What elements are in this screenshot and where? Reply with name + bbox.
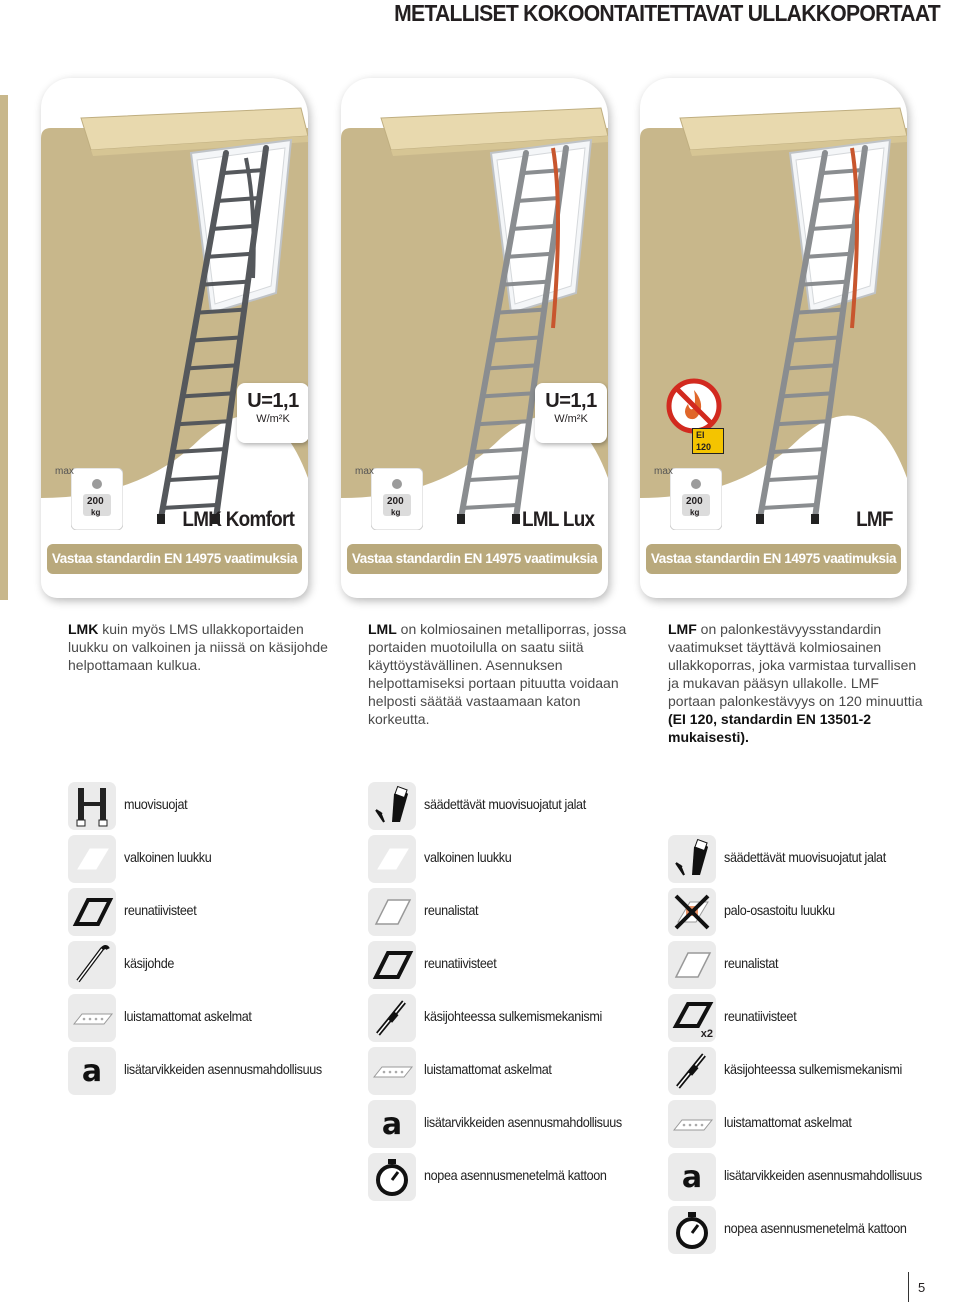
feature-label: luistamattomat askelmat <box>724 1114 852 1130</box>
feature-label: luistamattomat askelmat <box>424 1061 552 1077</box>
non-slip-steps-icon <box>368 1047 416 1095</box>
svg-text:a: a <box>81 1054 103 1089</box>
max-load-badge <box>355 466 423 530</box>
max-load-value: 200 <box>87 496 104 507</box>
edge-strip-icon <box>668 941 716 989</box>
max-load-unit: kg <box>91 508 101 517</box>
accessory-icon <box>368 1100 416 1148</box>
accessory-icon <box>68 1047 116 1095</box>
max-load-badge <box>654 466 722 530</box>
edge-seal-x2-icon <box>668 994 716 1042</box>
stopwatch-icon <box>368 1153 416 1201</box>
handrail-icon <box>68 941 116 989</box>
fire-rating-label: EI 120 <box>692 428 724 454</box>
edge-seal-icon <box>368 941 416 989</box>
u-value: U=1,1 <box>545 390 597 412</box>
edge-seal-icon <box>68 888 116 936</box>
stopwatch-icon <box>668 1206 716 1254</box>
non-slip-steps-icon <box>668 1100 716 1148</box>
description-text: kuin myös LMS ullakkoportaiden luukku on valkoinen ja niissä on käsijohde helpottamaan kulkua. <box>68 621 328 673</box>
feature-label: käsijohteessa sulkemismekanismi <box>424 1008 602 1024</box>
description-lead: LMF <box>668 621 697 637</box>
standard-compliance-bar: Vastaa standardin EN 14975 vaatimuksia <box>47 544 302 574</box>
feature-label: reunatiivisteet <box>124 902 197 918</box>
feature-label: reunatiivisteet <box>424 955 497 971</box>
non-slip-steps-icon <box>68 994 116 1042</box>
feature-label: reunalistat <box>724 955 779 971</box>
max-load-unit: kg <box>690 508 700 517</box>
feature-label: nopea asennusmenetelmä kattoon <box>724 1220 907 1236</box>
max-load-value: 200 <box>686 496 703 507</box>
fire-resistance-icon <box>666 378 724 452</box>
fire-hatch-icon <box>668 888 716 936</box>
feature-label: nopea asennusmenetelmä kattoon <box>424 1167 607 1183</box>
max-load-label: max <box>654 466 673 477</box>
u-unit: W/m²K <box>554 413 588 425</box>
description-lmk <box>68 620 328 674</box>
u-value-badge <box>535 383 607 443</box>
product-card-lml <box>341 78 608 598</box>
max-load-label: max <box>55 466 74 477</box>
description-text: on palonkestävyysstandardin vaatimukset täyttävä kolmiosainen ullakkoporras, joka varmistaa turvallisen ja mukavan pääsyn ullakolle. LMF portaan palonkestävyys on 120 minuuttia <box>668 621 923 709</box>
white-hatch-icon <box>368 835 416 883</box>
max-load-unit: kg <box>391 508 401 517</box>
description-lead: LML <box>368 621 397 637</box>
u-value: U=1,1 <box>247 390 299 412</box>
feature-label: säädettävät muovisuojatut jalat <box>724 849 886 865</box>
u-unit: W/m²K <box>256 413 290 425</box>
product-card-lmk <box>41 78 308 598</box>
page-title: METALLISET KOKOONTAITETTAVAT ULLAKKOPORTAAT <box>394 0 940 26</box>
feature-label: palo-osastoitu luukku <box>724 902 835 918</box>
max-load-label: max <box>355 466 374 477</box>
left-edge-decoration <box>0 95 8 600</box>
feature-label: käsijohteessa sulkemismekanismi <box>724 1061 902 1077</box>
double-seal-badge: x2 <box>700 1028 713 1040</box>
model-name: LMK Komfort <box>182 508 294 531</box>
plastic-caps-icon <box>68 782 116 830</box>
page-number: 5 <box>918 1280 926 1295</box>
description-text: on kolmiosainen metalliporras, jossa portaiden muotoilulla on saatu siitä käyttöystävällinen. Asennuksen helpottamiseksi portaan pituutta voidaan helposti säätää vastaamaan katon korkeutta. <box>368 621 627 727</box>
accessory-icon <box>668 1153 716 1201</box>
feature-label: valkoinen luukku <box>124 849 212 865</box>
svg-text:a: a <box>681 1160 703 1195</box>
adjustable-feet-icon <box>668 835 716 883</box>
feature-label: reunatiivisteet <box>724 1008 797 1024</box>
feature-label: käsijohde <box>124 955 175 971</box>
description-lml <box>368 620 628 728</box>
description-lead: LMK <box>68 621 99 637</box>
model-name: LML Lux <box>521 508 594 531</box>
description-lmf <box>668 620 928 746</box>
feature-label: säädettävät muovisuojatut jalat <box>424 796 586 812</box>
max-load-badge <box>55 466 123 530</box>
adjustable-feet-icon <box>368 782 416 830</box>
u-value-badge <box>237 383 308 443</box>
standard-compliance-bar: Vastaa standardin EN 14975 vaatimuksia <box>646 544 901 574</box>
page-number-divider <box>908 1272 909 1302</box>
feature-label: valkoinen luukku <box>424 849 512 865</box>
feature-label: reunalistat <box>424 902 479 918</box>
description-strong-tail: (EI 120, standardin EN 13501-2 mukaisesti). <box>668 711 872 745</box>
feature-label: luistamattomat askelmat <box>124 1008 252 1024</box>
feature-label: lisätarvikkeiden asennusmahdollisuus <box>724 1167 922 1183</box>
feature-label: muovisuojat <box>124 796 188 812</box>
svg-text:a: a <box>381 1107 403 1142</box>
feature-label: lisätarvikkeiden asennusmahdollisuus <box>424 1114 622 1130</box>
standard-compliance-bar: Vastaa standardin EN 14975 vaatimuksia <box>347 544 602 574</box>
handrail-lock-icon <box>368 994 416 1042</box>
edge-strip-icon <box>368 888 416 936</box>
feature-label: lisätarvikkeiden asennusmahdollisuus <box>124 1061 322 1077</box>
model-name: LMF <box>856 508 893 531</box>
max-load-value: 200 <box>387 496 404 507</box>
white-hatch-icon <box>68 835 116 883</box>
product-card-lmf <box>640 78 907 598</box>
handrail-lock-icon <box>668 1047 716 1095</box>
